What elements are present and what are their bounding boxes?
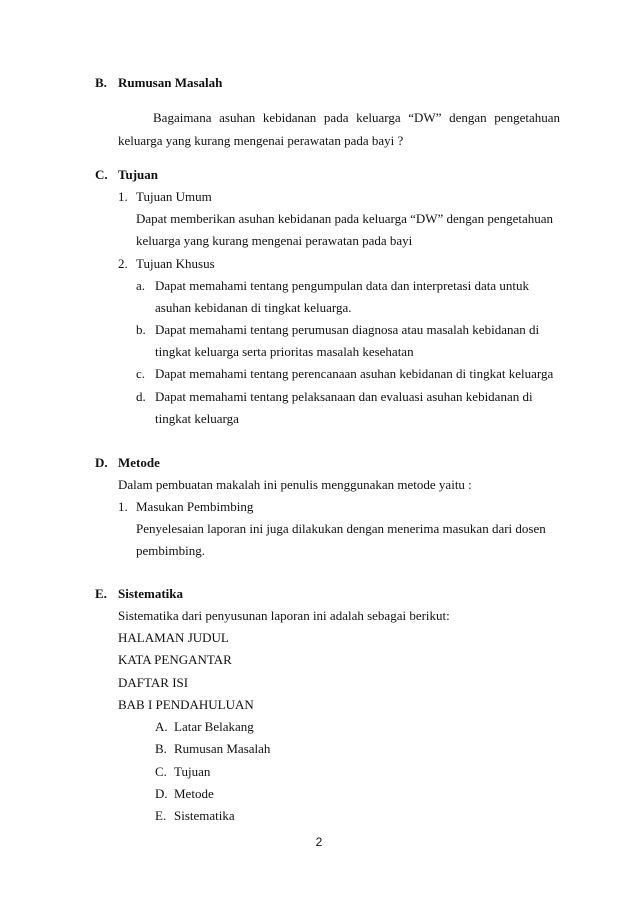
tujuan-umum-number: 1. [118, 189, 128, 204]
sistematika-sub-text: Tujuan [174, 764, 211, 779]
tujuan-khusus-a-letter: a. [136, 278, 146, 293]
sistematika-sub-text: Sistematika [174, 808, 235, 823]
tujuan-khusus-d-letter: d. [136, 389, 146, 404]
section-c-title: Tujuan [118, 167, 158, 182]
tujuan-khusus-d-line2: tingkat keluarga [155, 411, 239, 426]
section-e-title: Sistematika [118, 586, 183, 601]
sistematika-sub-letter: E. [155, 808, 167, 823]
section-b-letter: B. [95, 75, 107, 90]
tujuan-khusus-number: 2. [118, 256, 128, 271]
page-number: 2 [315, 835, 323, 849]
tujuan-khusus-a-line1: Dapat memahami tentang pengumpulan data dan interpretasi data untuk [155, 278, 529, 293]
sistematika-line-daftar-isi: DAFTAR ISI [118, 675, 189, 690]
tujuan-khusus-title: Tujuan Khusus [136, 256, 215, 271]
tujuan-khusus-c-line1: Dapat memahami tentang perencanaan asuhan kebidanan di tingkat keluarga [155, 366, 554, 381]
sistematika-sub-text: Rumusan Masalah [174, 741, 271, 756]
tujuan-khusus-c-letter: c. [136, 366, 146, 381]
tujuan-umum-line2: keluarga yang kurang mengenai perawatan pada bayi [136, 233, 413, 248]
section-d-letter: D. [95, 455, 108, 470]
sistematika-line-kata-pengantar: KATA PENGANTAR [118, 652, 232, 667]
metode-intro: Dalam pembuatan makalah ini penulis menggunakan metode yaitu : [118, 477, 472, 492]
section-c-letter: C. [95, 167, 108, 182]
section-d-title: Metode [118, 455, 160, 470]
section-b-paragraph-line1: Bagaimana asuhan kebidanan pada keluarga “DW” dengan pengetahuan [153, 110, 560, 125]
sistematika-sub-letter: A. [155, 719, 168, 734]
tujuan-khusus-b-letter: b. [136, 322, 146, 337]
metode-item1-line1: Penyelesaian laporan ini juga dilakukan dengan menerima masukan dari dosen [136, 521, 546, 536]
section-b-title: Rumusan Masalah [118, 75, 223, 90]
tujuan-khusus-a-line2: asuhan kebidanan di tingkat keluarga. [155, 300, 352, 315]
metode-item1-number: 1. [118, 499, 128, 514]
metode-item1-title: Masukan Pembimbing [136, 499, 254, 514]
sistematika-line-halaman-judul: HALAMAN JUDUL [118, 630, 229, 645]
tujuan-khusus-b-line1: Dapat memahami tentang perumusan diagnosa atau masalah kebidanan di [155, 322, 540, 337]
tujuan-khusus-d-line1: Dapat memahami tentang pelaksanaan dan evaluasi asuhan kebidanan di [155, 389, 533, 404]
sistematika-intro: Sistematika dari penyusunan laporan ini adalah sebagai berikut: [118, 608, 450, 623]
metode-item1-line2: pembimbing. [136, 543, 205, 558]
sistematika-sub-letter: D. [155, 786, 168, 801]
tujuan-khusus-b-line2: tingkat keluarga serta prioritas masalah kesehatan [155, 344, 414, 359]
tujuan-umum-line1: Dapat memberikan asuhan kebidanan pada keluarga “DW” dengan pengetahuan [136, 211, 554, 226]
sistematika-sub-text: Latar Belakang [174, 719, 254, 734]
sistematika-line-bab-i: BAB I PENDAHULUAN [118, 697, 254, 712]
section-e-letter: E. [95, 586, 107, 601]
sistematika-sub-letter: B. [155, 741, 167, 756]
tujuan-umum-title: Tujuan Umum [136, 189, 212, 204]
sistematika-sub-letter: C. [155, 764, 167, 779]
sistematika-sub-text: Metode [174, 786, 214, 801]
section-b-paragraph-line2: keluarga yang kurang mengenai perawatan pada bayi ? [118, 133, 404, 148]
